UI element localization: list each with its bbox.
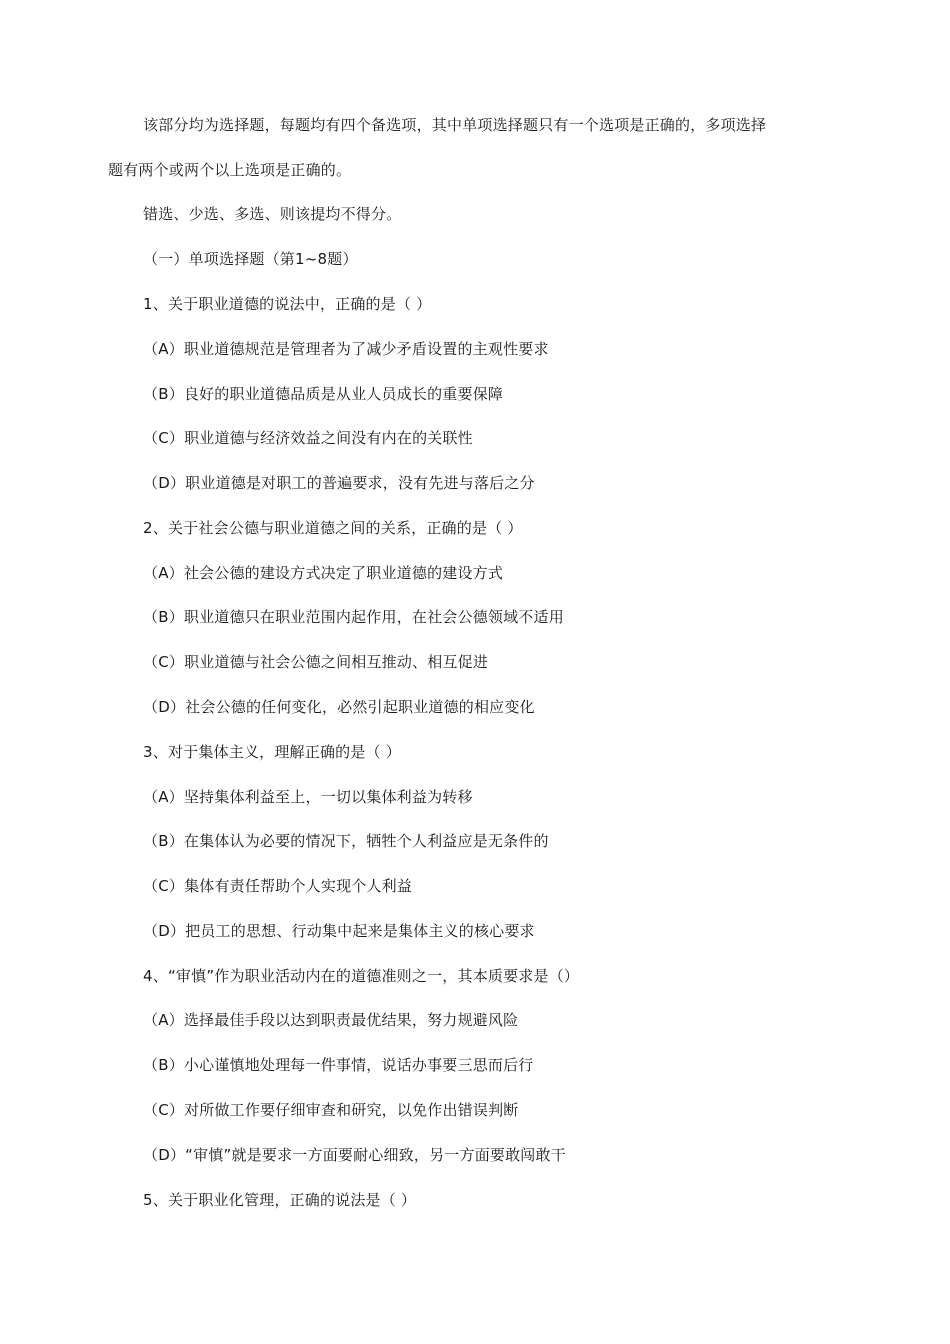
question-4-option-c: （C）对所做工作要仔细审查和研究，以免作出错误判断 xyxy=(143,1101,519,1119)
question-1-option-a: （A）职业道德规范是管理者为了减少矛盾设置的主观性要求 xyxy=(143,340,549,358)
question-stem-3: 3、对于集体主义，理解正确的是（ ） xyxy=(143,743,401,761)
question-1-option-c: （C）职业道德与经济效益之间没有内在的关联性 xyxy=(143,429,473,447)
question-3-option-c: （C）集体有责任帮助个人实现个人利益 xyxy=(143,877,413,895)
question-4-option-d: （D）“审慎”就是要求一方面要耐心细致，另一方面要敢闯敢干 xyxy=(143,1146,566,1164)
question-2-option-c: （C）职业道德与社会公德之间相互推动、相互促进 xyxy=(143,653,489,671)
question-3-option-a: （A）坚持集体利益至上，一切以集体利益为转移 xyxy=(143,788,473,806)
intro-paragraph-line-1: 该部分均为选择题，每题均有四个备选项，其中单项选择题只有一个选项是正确的，多项选择 xyxy=(143,116,767,134)
question-stem-4: 4、“审慎”作为职业活动内在的道德准则之一，其本质要求是（） xyxy=(143,967,580,985)
question-3-option-b: （B）在集体认为必要的情况下，牺牲个人利益应是无条件的 xyxy=(143,832,549,850)
scoring-note: 错选、少选、多选、则该提均不得分。 xyxy=(143,205,402,223)
question-stem-5: 5、关于职业化管理，正确的说法是（ ） xyxy=(143,1191,417,1209)
question-2-option-d: （D）社会公德的任何变化，必然引起职业道德的相应变化 xyxy=(143,698,535,716)
question-2-option-a: （A）社会公德的建设方式决定了职业道德的建设方式 xyxy=(143,564,504,582)
question-1-option-b: （B）良好的职业道德品质是从业人员成长的重要保障 xyxy=(143,385,504,403)
question-stem-2: 2、关于社会公德与职业道德之间的关系，正确的是（ ） xyxy=(143,519,523,537)
question-3-option-d: （D）把员工的思想、行动集中起来是集体主义的核心要求 xyxy=(143,922,535,940)
question-1-option-d: （D）职业道德是对职工的普遍要求，没有先进与落后之分 xyxy=(143,474,535,492)
question-4-option-b: （B）小心谨慎地处理每一件事情，说话办事要三思而后行 xyxy=(143,1056,534,1074)
question-2-option-b: （B）职业道德只在职业范围内起作用，在社会公德领域不适用 xyxy=(143,608,564,626)
section-title: （一）单项选择题（第1~8题） xyxy=(143,250,358,268)
intro-paragraph-line-2: 题有两个或两个以上选项是正确的。 xyxy=(108,161,352,179)
question-4-option-a: （A）选择最佳手段以达到职责最优结果，努力规避风险 xyxy=(143,1011,519,1029)
question-stem-1: 1、关于职业道德的说法中，正确的是（ ） xyxy=(143,295,432,313)
